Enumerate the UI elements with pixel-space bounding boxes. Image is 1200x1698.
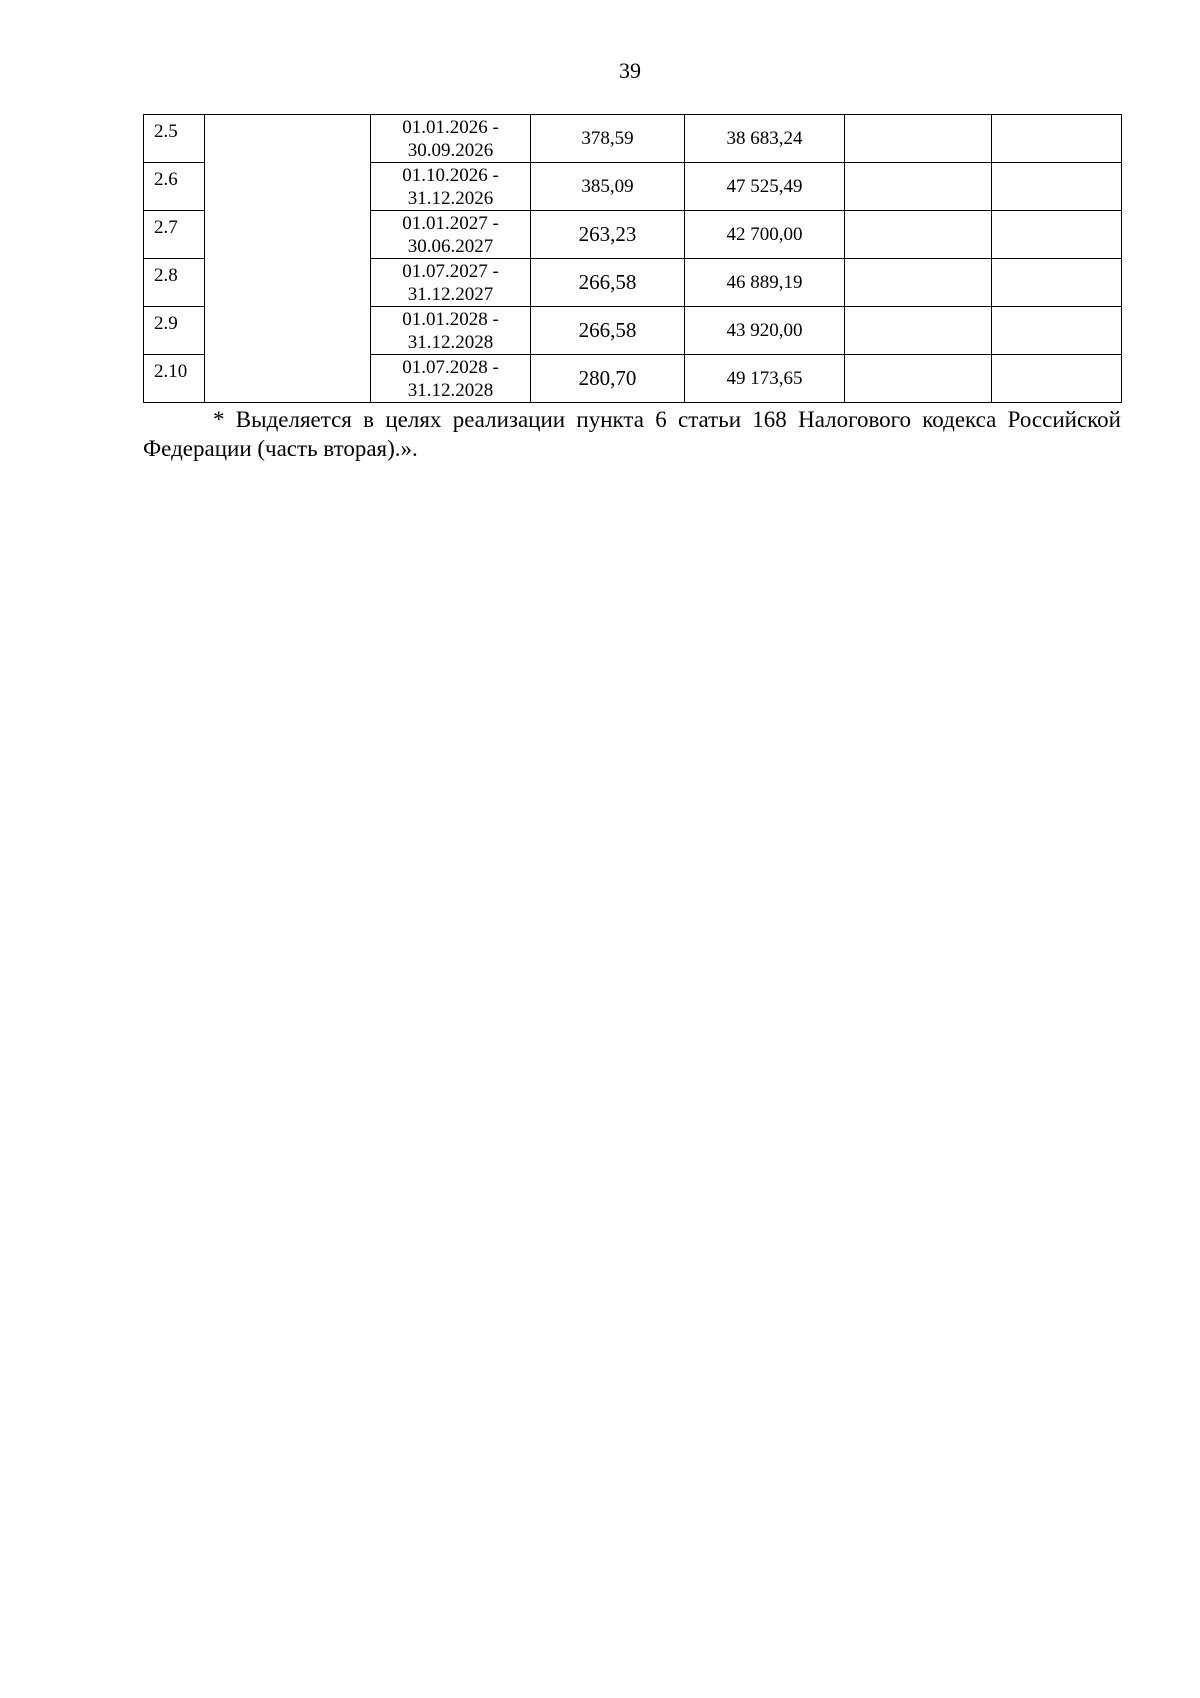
- empty-cell: [992, 115, 1122, 163]
- sum-cell: 46 889,19: [685, 259, 845, 307]
- rate-cell: 263,23: [531, 211, 685, 259]
- rate-cell: 385,09: [531, 163, 685, 211]
- period-to: 30.09.2026: [407, 139, 494, 161]
- row-number: 2.5: [144, 115, 205, 163]
- row-number: 2.7: [144, 211, 205, 259]
- period-from: 01.01.2027 -: [402, 212, 499, 234]
- period-to: 31.12.2028: [407, 331, 494, 353]
- empty-cell: [845, 115, 992, 163]
- row-number: 2.8: [144, 259, 205, 307]
- rate-cell: 280,70: [531, 355, 685, 403]
- empty-cell: [992, 355, 1122, 403]
- page-number: 39: [619, 58, 641, 83]
- row-number: 2.6: [144, 163, 205, 211]
- tariff-table: [143, 114, 1122, 403]
- period-from: 01.01.2028 -: [402, 308, 499, 330]
- empty-cell: [845, 211, 992, 259]
- empty-cell: [845, 259, 992, 307]
- empty-cell: [845, 355, 992, 403]
- row-number: 2.9: [144, 307, 205, 355]
- period-from: 01.01.2026 -: [402, 116, 499, 138]
- empty-cell: [992, 211, 1122, 259]
- sum-cell: 38 683,24: [685, 115, 845, 163]
- rate-cell: 378,59: [531, 115, 685, 163]
- period-to: 31.12.2027: [407, 283, 494, 305]
- period-cell: [371, 307, 531, 355]
- empty-cell: [992, 259, 1122, 307]
- period-cell: [371, 355, 531, 403]
- empty-cell: [845, 163, 992, 211]
- empty-cell: [845, 307, 992, 355]
- merged-empty-cell: [205, 115, 371, 403]
- footnote: * Выделяется в целях реализации пункта 6 статьи 168 Налогового кодекса Российской Федерации (часть вторая).».: [143, 407, 1121, 461]
- period-to: 31.12.2026: [407, 187, 494, 209]
- period-to: 30.06.2027: [407, 235, 494, 257]
- sum-cell: 42 700,00: [685, 211, 845, 259]
- row-number: 2.10: [144, 355, 205, 403]
- period-cell: [371, 115, 531, 163]
- empty-cell: [992, 307, 1122, 355]
- period-cell: [371, 163, 531, 211]
- empty-cell: [992, 163, 1122, 211]
- table-row: [144, 115, 1122, 163]
- sum-cell: 47 525,49: [685, 163, 845, 211]
- rate-cell: 266,58: [531, 259, 685, 307]
- period-from: 01.07.2028 -: [402, 356, 499, 378]
- period-cell: [371, 211, 531, 259]
- period-to: 31.12.2028: [407, 379, 494, 401]
- sum-cell: 43 920,00: [685, 307, 845, 355]
- period-cell: [371, 259, 531, 307]
- period-from: 01.10.2026 -: [402, 164, 499, 186]
- period-from: 01.07.2027 -: [402, 260, 499, 282]
- rate-cell: 266,58: [531, 307, 685, 355]
- sum-cell: 49 173,65: [685, 355, 845, 403]
